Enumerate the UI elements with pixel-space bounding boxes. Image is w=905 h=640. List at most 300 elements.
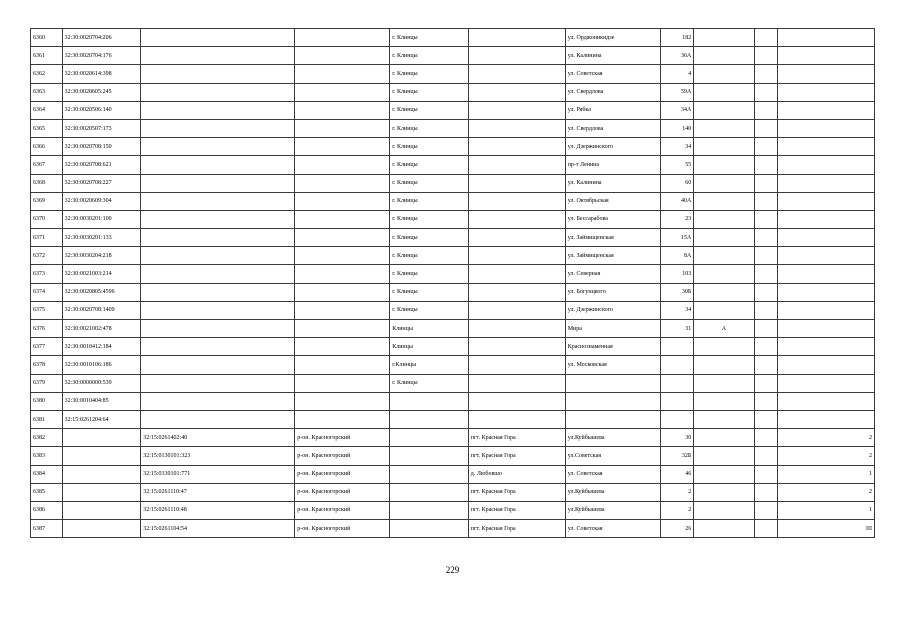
apartment-cell: [777, 265, 874, 283]
cadastral-number-cell: 32:30:0020605:245: [62, 83, 141, 101]
cadastral-number-alt-cell: [141, 29, 295, 47]
cadastral-number-alt-cell: 32:15:0261110:48: [141, 501, 295, 519]
house-number-cell: 140: [660, 119, 694, 137]
row-number-cell: 6362: [31, 65, 63, 83]
house-number-cell: 34А: [660, 101, 694, 119]
street-cell: ул. Октябрьская: [565, 192, 660, 210]
cadastral-number-cell: 32:30:0020507:173: [62, 119, 141, 137]
street-cell: ул. Московская: [565, 356, 660, 374]
cadastral-number-alt-cell: [141, 119, 295, 137]
table-row: [31, 229, 875, 247]
district-cell: [295, 410, 390, 428]
cadastral-number-alt-cell: [141, 320, 295, 338]
city-cell: г.Клинцы: [390, 356, 469, 374]
city-cell: г. Клинцы: [390, 47, 469, 65]
cadastral-number-alt-cell: 32:15:0261402:40: [141, 429, 295, 447]
row-number-cell: 6368: [31, 174, 63, 192]
settlement-cell: пгт. Красная Гора: [468, 447, 565, 465]
row-number-cell: 6373: [31, 265, 63, 283]
district-cell: [295, 374, 390, 392]
apartment-cell: [777, 83, 874, 101]
extra-cell: [754, 283, 777, 301]
district-cell: [295, 356, 390, 374]
extra-cell: [754, 29, 777, 47]
cadastral-number-cell: 32:30:0020506:140: [62, 101, 141, 119]
extra-cell: [754, 138, 777, 156]
cadastral-number-cell: [62, 465, 141, 483]
row-number-cell: 6360: [31, 29, 63, 47]
row-number-cell: 6378: [31, 356, 63, 374]
table-row: [31, 301, 875, 319]
house-number-cell: [660, 356, 694, 374]
settlement-cell: [468, 320, 565, 338]
street-cell: ул. Советская: [565, 65, 660, 83]
extra-cell: [754, 229, 777, 247]
cadastral-number-cell: 32:30:0020704:176: [62, 47, 141, 65]
settlement-cell: пгт. Красная Гора: [468, 483, 565, 501]
apartment-cell: [777, 47, 874, 65]
settlement-cell: [468, 210, 565, 228]
table-row: [31, 210, 875, 228]
cadastral-number-cell: 32:30:0010412:184: [62, 338, 141, 356]
row-number-cell: 6371: [31, 229, 63, 247]
table-row: [31, 29, 875, 47]
cadastral-number-cell: 32:30:0030201:100: [62, 210, 141, 228]
extra-cell: [754, 447, 777, 465]
row-number-cell: 6387: [31, 520, 63, 538]
table-row: [31, 320, 875, 338]
cadastral-number-cell: 32:30:0021003:214: [62, 265, 141, 283]
city-cell: г. Клинцы: [390, 210, 469, 228]
building-letter-cell: [694, 156, 754, 174]
settlement-cell: [468, 192, 565, 210]
city-cell: Клинцы: [390, 320, 469, 338]
district-cell: [295, 101, 390, 119]
district-cell: [295, 229, 390, 247]
apartment-cell: [777, 156, 874, 174]
house-number-cell: 23: [660, 210, 694, 228]
table-row: [31, 338, 875, 356]
building-letter-cell: [694, 65, 754, 83]
row-number-cell: 6370: [31, 210, 63, 228]
building-letter-cell: [694, 429, 754, 447]
settlement-cell: пгт. Красная Гора: [468, 429, 565, 447]
city-cell: г. Клинцы: [390, 29, 469, 47]
city-cell: г. Клинцы: [390, 65, 469, 83]
settlement-cell: д. Любовшо: [468, 465, 565, 483]
extra-cell: [754, 465, 777, 483]
row-number-cell: 6386: [31, 501, 63, 519]
table-row: [31, 410, 875, 428]
extra-cell: [754, 429, 777, 447]
extra-cell: [754, 83, 777, 101]
building-letter-cell: [694, 410, 754, 428]
district-cell: р-он. Красногорский: [295, 465, 390, 483]
table-row: [31, 65, 875, 83]
registry-table: [30, 28, 875, 538]
table-row: [31, 429, 875, 447]
extra-cell: [754, 247, 777, 265]
street-cell: ул. Свердлова: [565, 83, 660, 101]
row-number-cell: 6363: [31, 83, 63, 101]
district-cell: [295, 29, 390, 47]
settlement-cell: [468, 156, 565, 174]
table-row: [31, 174, 875, 192]
house-number-cell: 59А: [660, 83, 694, 101]
apartment-cell: [777, 301, 874, 319]
settlement-cell: [468, 356, 565, 374]
row-number-cell: 6361: [31, 47, 63, 65]
house-number-cell: 182: [660, 29, 694, 47]
table-row: [31, 247, 875, 265]
street-cell: [565, 392, 660, 410]
cadastral-number-alt-cell: [141, 156, 295, 174]
cadastral-number-cell: 32:30:0030201:133: [62, 229, 141, 247]
building-letter-cell: [694, 47, 754, 65]
street-cell: ул. Дзержинского: [565, 138, 660, 156]
cadastral-number-alt-cell: [141, 247, 295, 265]
street-cell: ул. Займищенская: [565, 229, 660, 247]
apartment-cell: [777, 338, 874, 356]
settlement-cell: [468, 101, 565, 119]
city-cell: г. Клинцы: [390, 83, 469, 101]
table-row: [31, 283, 875, 301]
table-row: [31, 138, 875, 156]
building-letter-cell: [694, 520, 754, 538]
street-cell: ул. Рябка: [565, 101, 660, 119]
house-number-cell: 32Б: [660, 447, 694, 465]
extra-cell: [754, 101, 777, 119]
city-cell: [390, 410, 469, 428]
street-cell: ул. Северная: [565, 265, 660, 283]
apartment-cell: 2: [777, 429, 874, 447]
cadastral-number-alt-cell: [141, 374, 295, 392]
street-cell: ул. Бессарабова: [565, 210, 660, 228]
district-cell: р-он. Красногорский: [295, 447, 390, 465]
row-number-cell: 6369: [31, 192, 63, 210]
street-cell: ул. Займищенская: [565, 247, 660, 265]
district-cell: р-он. Красногорский: [295, 501, 390, 519]
city-cell: г. Клинцы: [390, 101, 469, 119]
city-cell: г. Клинцы: [390, 119, 469, 137]
settlement-cell: [468, 247, 565, 265]
extra-cell: [754, 192, 777, 210]
district-cell: [295, 265, 390, 283]
building-letter-cell: [694, 338, 754, 356]
city-cell: г. Клинцы: [390, 283, 469, 301]
city-cell: [390, 429, 469, 447]
district-cell: [295, 65, 390, 83]
extra-cell: [754, 210, 777, 228]
settlement-cell: [468, 29, 565, 47]
extra-cell: [754, 501, 777, 519]
extra-cell: [754, 174, 777, 192]
street-cell: ул. Советская: [565, 520, 660, 538]
house-number-cell: 103: [660, 265, 694, 283]
settlement-cell: [468, 410, 565, 428]
city-cell: [390, 520, 469, 538]
district-cell: [295, 192, 390, 210]
extra-cell: [754, 119, 777, 137]
house-number-cell: 46: [660, 465, 694, 483]
street-cell: ул. Богунцкого: [565, 283, 660, 301]
district-cell: р-он. Красногорский: [295, 483, 390, 501]
building-letter-cell: [694, 283, 754, 301]
row-number-cell: 6367: [31, 156, 63, 174]
street-cell: Краснознаменная: [565, 338, 660, 356]
city-cell: г. Клинцы: [390, 138, 469, 156]
house-number-cell: 2: [660, 501, 694, 519]
house-number-cell: 31: [660, 320, 694, 338]
apartment-cell: 1: [777, 465, 874, 483]
cadastral-number-cell: 32:30:0030204:218: [62, 247, 141, 265]
extra-cell: [754, 374, 777, 392]
row-number-cell: 6381: [31, 410, 63, 428]
city-cell: [390, 465, 469, 483]
apartment-cell: [777, 174, 874, 192]
cadastral-number-alt-cell: [141, 265, 295, 283]
cadastral-number-alt-cell: [141, 229, 295, 247]
apartment-cell: 1: [777, 501, 874, 519]
table-row: [31, 356, 875, 374]
cadastral-number-alt-cell: [141, 101, 295, 119]
building-letter-cell: [694, 301, 754, 319]
house-number-cell: 34: [660, 138, 694, 156]
extra-cell: [754, 65, 777, 83]
apartment-cell: [777, 138, 874, 156]
street-cell: ул. Калинина: [565, 47, 660, 65]
apartment-cell: 2: [777, 483, 874, 501]
extra-cell: [754, 320, 777, 338]
page-number: 229: [445, 565, 460, 575]
row-number-cell: 6380: [31, 392, 63, 410]
district-cell: р-он. Красногорский: [295, 520, 390, 538]
cadastral-number-alt-cell: [141, 210, 295, 228]
building-letter-cell: [694, 374, 754, 392]
street-cell: ул. Дзержинского: [565, 301, 660, 319]
row-number-cell: 6374: [31, 283, 63, 301]
cadastral-number-cell: 32:30:0020704:206: [62, 29, 141, 47]
cadastral-number-alt-cell: [141, 356, 295, 374]
district-cell: [295, 283, 390, 301]
settlement-cell: [468, 229, 565, 247]
cadastral-number-cell: 32:30:0020708:621: [62, 156, 141, 174]
row-number-cell: 6364: [31, 101, 63, 119]
cadastral-number-alt-cell: [141, 65, 295, 83]
cadastral-number-alt-cell: [141, 410, 295, 428]
district-cell: [295, 392, 390, 410]
city-cell: [390, 483, 469, 501]
extra-cell: [754, 156, 777, 174]
building-letter-cell: А: [694, 320, 754, 338]
street-cell: ул.Куйбышева: [565, 483, 660, 501]
district-cell: [295, 338, 390, 356]
table-row: [31, 265, 875, 283]
settlement-cell: [468, 138, 565, 156]
table-row: [31, 447, 875, 465]
settlement-cell: [468, 65, 565, 83]
cadastral-number-alt-cell: [141, 47, 295, 65]
apartment-cell: 2: [777, 447, 874, 465]
cadastral-number-cell: [62, 520, 141, 538]
settlement-cell: [468, 119, 565, 137]
extra-cell: [754, 410, 777, 428]
extra-cell: [754, 483, 777, 501]
row-number-cell: 6385: [31, 483, 63, 501]
house-number-cell: [660, 410, 694, 428]
apartment-cell: [777, 356, 874, 374]
city-cell: г. Клинцы: [390, 247, 469, 265]
cadastral-number-alt-cell: [141, 338, 295, 356]
street-cell: ул.Куйбышева: [565, 501, 660, 519]
extra-cell: [754, 356, 777, 374]
city-cell: [390, 392, 469, 410]
street-cell: ул.Куйбышева: [565, 429, 660, 447]
street-cell: ул. Советская: [565, 465, 660, 483]
row-number-cell: 6384: [31, 465, 63, 483]
settlement-cell: пгт. Красная Гора: [468, 520, 565, 538]
cadastral-number-cell: 32:15:0261204:64: [62, 410, 141, 428]
house-number-cell: 30: [660, 429, 694, 447]
apartment-cell: [777, 229, 874, 247]
row-number-cell: 6377: [31, 338, 63, 356]
cadastral-number-cell: 32:30:0020609:304: [62, 192, 141, 210]
cadastral-number-alt-cell: [141, 192, 295, 210]
cadastral-number-alt-cell: [141, 301, 295, 319]
building-letter-cell: [694, 447, 754, 465]
registry-table-body: [31, 29, 875, 538]
street-cell: Мира: [565, 320, 660, 338]
cadastral-number-cell: [62, 447, 141, 465]
district-cell: [295, 47, 390, 65]
apartment-cell: [777, 392, 874, 410]
street-cell: ул. Орджоникидзе: [565, 29, 660, 47]
house-number-cell: 36А: [660, 47, 694, 65]
district-cell: р-он. Красногорский: [295, 429, 390, 447]
cadastral-number-alt-cell: [141, 283, 295, 301]
table-row: [31, 101, 875, 119]
city-cell: г. Клинцы: [390, 192, 469, 210]
settlement-cell: [468, 283, 565, 301]
cadastral-number-cell: 32:30:0020614:398: [62, 65, 141, 83]
house-number-cell: 55: [660, 156, 694, 174]
street-cell: пр-т Ленина: [565, 156, 660, 174]
table-row: [31, 156, 875, 174]
building-letter-cell: [694, 229, 754, 247]
cadastral-number-cell: [62, 483, 141, 501]
street-cell: [565, 374, 660, 392]
table-row: [31, 520, 875, 538]
extra-cell: [754, 265, 777, 283]
building-letter-cell: [694, 392, 754, 410]
house-number-cell: 30Б: [660, 283, 694, 301]
house-number-cell: [660, 374, 694, 392]
cadastral-number-cell: [62, 501, 141, 519]
extra-cell: [754, 520, 777, 538]
settlement-cell: [468, 174, 565, 192]
extra-cell: [754, 301, 777, 319]
building-letter-cell: [694, 483, 754, 501]
district-cell: [295, 138, 390, 156]
apartment-cell: [777, 65, 874, 83]
apartment-cell: [777, 119, 874, 137]
district-cell: [295, 210, 390, 228]
district-cell: [295, 156, 390, 174]
city-cell: [390, 501, 469, 519]
house-number-cell: 2: [660, 483, 694, 501]
street-cell: ул. Свердлова: [565, 119, 660, 137]
building-letter-cell: [694, 265, 754, 283]
street-cell: ул. Калинина: [565, 174, 660, 192]
table-row: [31, 374, 875, 392]
row-number-cell: 6379: [31, 374, 63, 392]
house-number-cell: 34: [660, 301, 694, 319]
cadastral-number-cell: 32:30:0020708:150: [62, 138, 141, 156]
settlement-cell: [468, 374, 565, 392]
house-number-cell: 26: [660, 520, 694, 538]
house-number-cell: 15А: [660, 229, 694, 247]
table-row: [31, 392, 875, 410]
table-row: [31, 119, 875, 137]
building-letter-cell: [694, 210, 754, 228]
building-letter-cell: [694, 356, 754, 374]
settlement-cell: [468, 265, 565, 283]
apartment-cell: [777, 374, 874, 392]
city-cell: [390, 447, 469, 465]
street-cell: ул.Советская: [565, 447, 660, 465]
apartment-cell: [777, 320, 874, 338]
apartment-cell: [777, 247, 874, 265]
cadastral-number-cell: 32:30:0021002:478: [62, 320, 141, 338]
district-cell: [295, 301, 390, 319]
apartment-cell: [777, 192, 874, 210]
cadastral-number-cell: 32:30:0010106:186: [62, 356, 141, 374]
cadastral-number-cell: 32:30:0020805:4596: [62, 283, 141, 301]
row-number-cell: 6376: [31, 320, 63, 338]
district-cell: [295, 247, 390, 265]
building-letter-cell: [694, 192, 754, 210]
settlement-cell: [468, 301, 565, 319]
building-letter-cell: [694, 83, 754, 101]
apartment-cell: [777, 210, 874, 228]
building-letter-cell: [694, 119, 754, 137]
row-number-cell: 6375: [31, 301, 63, 319]
apartment-cell: [777, 101, 874, 119]
cadastral-number-alt-cell: 32:15:0261110:47: [141, 483, 295, 501]
city-cell: г. Клинцы: [390, 301, 469, 319]
street-cell: [565, 410, 660, 428]
district-cell: [295, 320, 390, 338]
cadastral-number-alt-cell: [141, 174, 295, 192]
building-letter-cell: [694, 501, 754, 519]
cadastral-number-alt-cell: 32:15:0130101:323: [141, 447, 295, 465]
row-number-cell: 6366: [31, 138, 63, 156]
building-letter-cell: [694, 29, 754, 47]
building-letter-cell: [694, 101, 754, 119]
table-row: [31, 501, 875, 519]
table-row: [31, 192, 875, 210]
settlement-cell: [468, 392, 565, 410]
settlement-cell: [468, 338, 565, 356]
cadastral-number-cell: 32:30:0000000:539: [62, 374, 141, 392]
building-letter-cell: [694, 465, 754, 483]
apartment-cell: [777, 283, 874, 301]
district-cell: [295, 119, 390, 137]
row-number-cell: 6365: [31, 119, 63, 137]
extra-cell: [754, 47, 777, 65]
table-row: [31, 483, 875, 501]
city-cell: Клинцы: [390, 338, 469, 356]
